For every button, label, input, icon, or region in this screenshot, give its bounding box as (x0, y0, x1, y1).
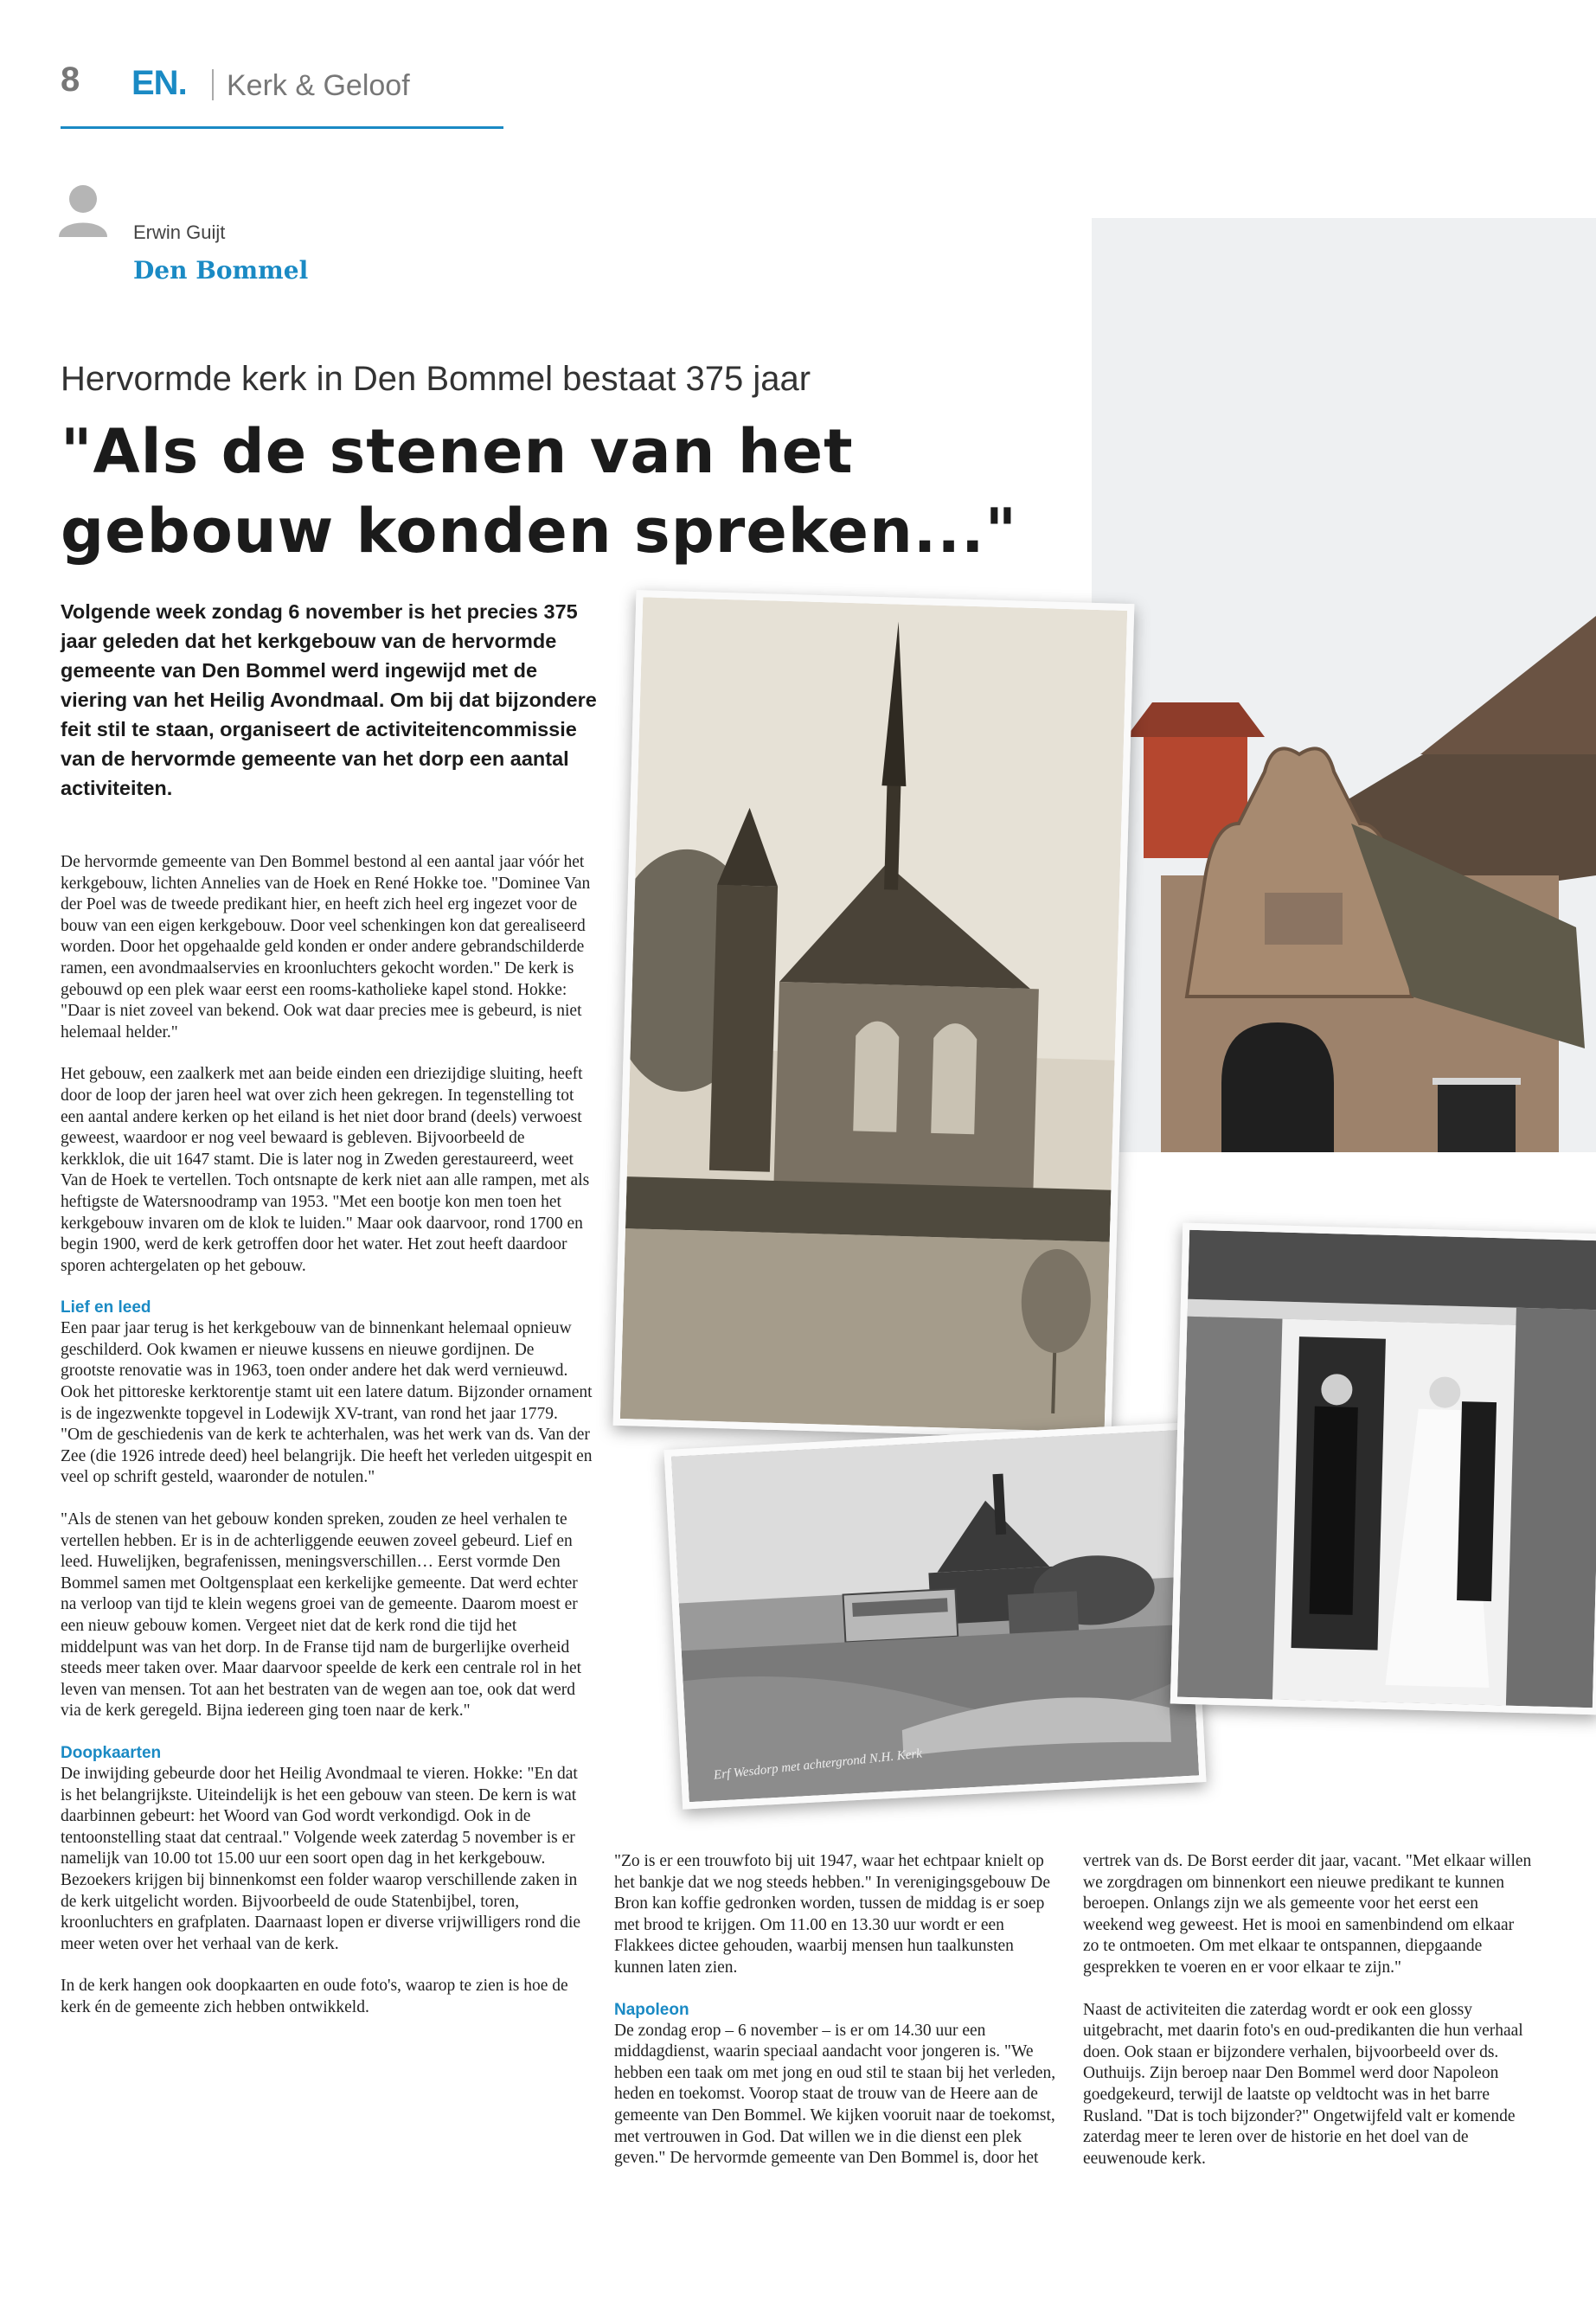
paragraph: Naast de activiteiten die zaterdag wordt er ook een glossy uitgebracht, met daarin foto's en oud-predikanten die hun verhaal doen. Ook staan er bijzondere verhalen, bijvoorbeeld over ds. Outhuijs. Zijn beroep naar Den Bommel werd door Napoleon goedgekeurd, terwijl de laatste op veldtocht was in het barre Rusland. "Dat is toch bijzonder?" Ongetwijfeld valt er komende zaterdag meer te leren over de historie en het doel van de eeuwenoude kerk. (1083, 2000, 1523, 2168)
body-column-3 (1083, 1851, 1533, 2190)
subheading-napoleon: Napoleon (614, 2000, 689, 2019)
paragraph: "Zo is er een trouwfoto bij uit 1947, waar het echtpaar knielt op het bankje dat we nog steeds hebben." In verenigingsgebouw De Bron kan koffie gedronken worden, tussen de middag is er soep met brood te krijgen. Om 11.00 en 13.30 uur wordt er een Flakkees dictee gehouden, waarbij mensen hun taalkunsten kunnen laten zien. (614, 1852, 1050, 1977)
photo-church-gable (1092, 218, 1596, 1152)
flood-photo-caption: Erf Wesdorp met achtergrond N.H. Kerk (713, 1747, 923, 1783)
paragraph: Een paar jaar terug is het kerkgebouw van de binnenkant helemaal opnieuw geschilderd. Ook kwamen er nieuwe kussens en nieuwe gordijnen. De grootste renovatie was in 1963, toen onder andere het dak werd vernieuwd. Ook het pittoreske kerktorentje stamt uit een latere datum. Bijzonder ornament is de ingezwenkte topgevel in Lodewijk XV-trant, van rond het jaar 1779. "Om de geschiedenis van de kerk te achterhalen, was het werk van ds. Van der Zee (die 1926 intrede deed) heel belangrijk. Die heeft het verleden uitgespit en veel op schrift gesteld, waaronder de notulen." (61, 1319, 593, 1487)
paragraph: vertrek van ds. De Borst eerder dit jaar, vacant. "Met elkaar willen we zorgdragen om binnenkort een nieuwe predikant te kunnen beroepen. Onlangs zijn we als gemeente voor het eerst een weekend weg geweest. Het is mooi en samenbindend om elkaar zo te ontmoeten. Om met elkaar te ontspannen, diepgaande gesprekken te voeren en er voor elkaar te zijn." (1083, 1852, 1532, 1977)
photo-flood-1953 (664, 1422, 1207, 1809)
subheading-lief-en-leed: Lief en leed (61, 1298, 151, 1317)
dateline-location: Den Bommel (133, 256, 309, 285)
photo-wedding-1947 (1170, 1223, 1596, 1715)
paragraph: In de kerk hangen ook doopkaarten en oude foto's, waarop te zien is hoe de kerk én de gemeente zich hebben ontwikkeld. (61, 1977, 568, 2016)
header-rule (61, 126, 503, 129)
paragraph: De hervormde gemeente van Den Bommel bestond al een aantal jaar vóór het kerkgebouw, lichten Annelies van de Hoek en René Hokke toe. "Dominee Van der Poel was de tweede predikant hier, en heeft zich heel erg ingezet voor de bouw van een eigen kerkgebouw. Door veel schenkingen kon dat gerealiseerd worden. Door het opgehaalde geld konden er onder andere gebrandschilderde ramen, een avondmaalservies en kroonluchters gekocht worden." De kerk is gebouwd op een plek waar eerst een rooms-katholieke kapel stond. Hokke: "Daar is niet zoveel van bekend. Ook wat daar precies mee is gebeurd, is niet helemaal helder." (61, 853, 591, 1042)
photo-old-church-sepia (613, 590, 1135, 1439)
subheading-doopkaarten: Doopkaarten (61, 1743, 162, 1762)
headline (61, 412, 1081, 571)
lead-paragraph: Volgende week zondag 6 november is het precies 375 jaar geleden dat het kerkgebouw van de hervormde gemeente van Den Bommel werd ingewijd met de viering van het Heilig Avondmaal. Om bij dat bijzondere feit stil te staan, organiseert de activiteitencommissie van de hervormde gemeente van het dorp een aantal activiteiten. (61, 600, 597, 799)
paragraph: De zondag erop – 6 november – is er om 14.30 uur een middagdienst, waarin speciaal aandacht voor jongeren is. "We hebben een taak om met jong en oud stil te staan bij het verleden, heden en toekomst. Voorop staat de trouw van de Heere aan de gemeente van Den Bommel. We kijken vooruit naar de toekomst, met vertrouwen in God. Dat willen we in die dienst een plek geven." De hervormde gemeente van Den Bommel is, door het (614, 2021, 1056, 2168)
newspaper-logo: EN. (131, 64, 187, 102)
author-avatar-icon (57, 182, 109, 237)
header-separator (212, 69, 214, 100)
kicker: Hervormde kerk in Den Bommel bestaat 375 jaar (61, 360, 811, 398)
headline-line-2: gebouw konden spreken..." (61, 496, 1018, 567)
headline-line-1: "Als de stenen van het (61, 416, 854, 487)
page-number: 8 (61, 61, 80, 99)
author-name: Erwin Guijt (133, 221, 226, 243)
paragraph: "Als de stenen van het gebouw konden spreken, zouden ze heel verhalen te vertellen hebben. Er is in de achterliggende eeuwen zoveel gebeurd. Lief en leed. Huwelijken, begrafenissen, meningsverschillen… Eerst vormde Den Bommel samen met Ooltgensplaat een kerkelijke gemeente. Dat werd echter na verloop van tijd te klein wegens groei van de gemeente. Daarom moest er een nieuw gebouw komen. Vergeet niet dat de kerk rond die tijd het middelpunt was van het dorp. In de Franse tijd nam de burgerlijke overheid steeds meer taken over. Maar daarvoor speelde de kerk een centrale rol in het leven van mensen. Tot aan het bestraten van de wegen aan toe, ook dat werd via de kerk geregeld. Bijna iedereen ging toen naar de kerk." (61, 1510, 582, 1721)
paragraph: Het gebouw, een zaalkerk met aan beide einden een driezijdige sluiting, heeft door de loop der jaren heel wat over zich heen gekregen. In tegenstelling tot een aantal andere kerken op het eiland is het niet door brand (deels) verwoest geweest, waardoor er nog veel bewaard is gebleven. Bijvoorbeeld de kerkklok, die uit 1647 stamt. Die is later nog in Zweden gerestaureerd, weet Van de Hoek te vertellen. Toch ontsnapte de kerk niet aan alle rampen, met als heftigste de Watersnoodramp van 1953. "Met een bootje kon men toen het kerkgebouw invaren om de klok te luiden." Maar ook daarvoor, rond 1700 en begin 1900, werd de kerk getroffen door het water. Het zout heeft daardoor sporen achtergelaten op het gebouw. (61, 1065, 590, 1275)
body-column-1 (61, 852, 593, 2040)
paragraph: De inwijding gebeurde door het Heilig Avondmaal te vieren. Hokke: "En dat is het belangrijkste. Uiteindelijk is het een gebouw van steen. De kern is wat daarbinnen gebeurt: het Woord van God wordt verkondigd. Ook in de tentoonstelling staat dat centraal." Volgende week zaterdag 5 november is er namelijk van 10.00 tot 15.00 uur een soort open dag in het kerkgebouw. Bezoekers krijgen bij binnenkomst een folder waarop verschillende zaken in de kerk uitgelicht worden. Bijvoorbeeld de oude Statenbijbel, toren, kroonluchters en grafplaten. Daarnaast lopen er diverse vrijwilligers rond die meer weten over het verhaal van de kerk. (61, 1764, 581, 1953)
section-title: Kerk & Geloof (227, 69, 410, 102)
body-column-2 (614, 1851, 1057, 2190)
